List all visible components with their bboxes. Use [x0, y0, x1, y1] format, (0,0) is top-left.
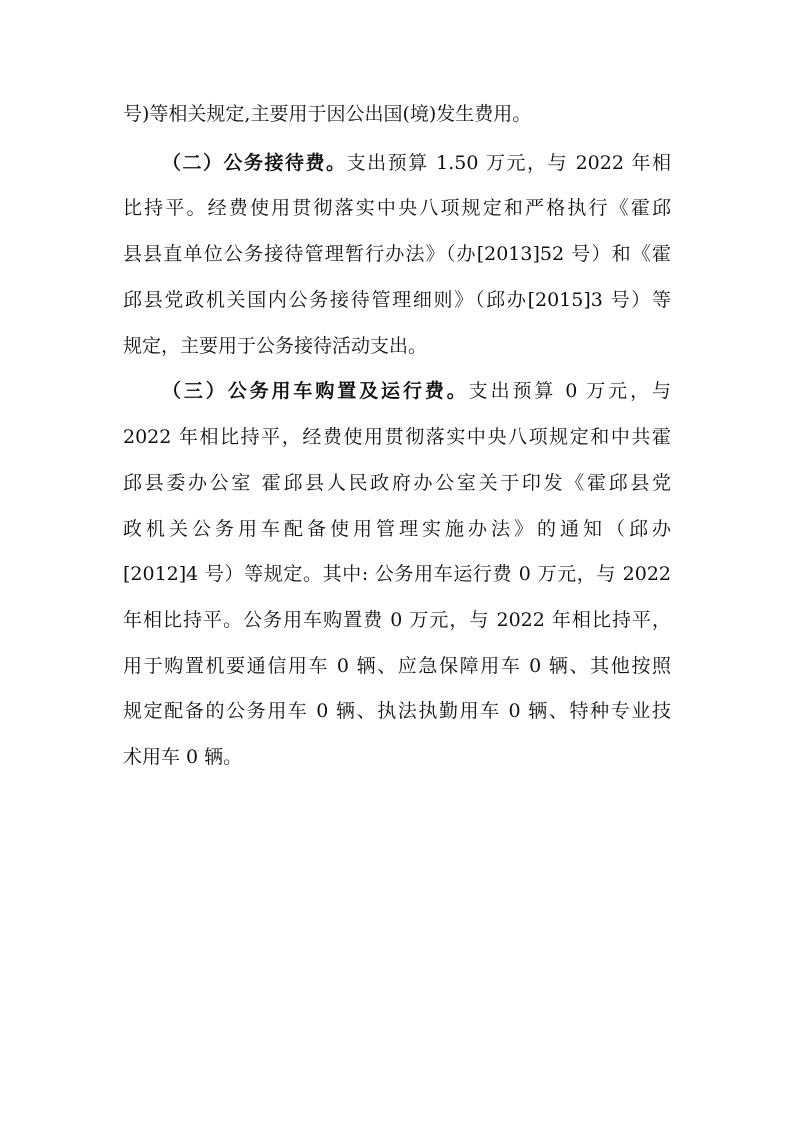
paragraph-2-text: 支出预算 1.50 万元，与 2022 年相	[346, 152, 671, 174]
paragraph-3-line-5: [2012]4 号）等规定。其中: 公务用车运行费 0 万元，与 2022	[123, 563, 671, 585]
paragraph-3-line-1	[162, 371, 671, 411]
paragraph-3-text: 支出预算 0 万元，与	[468, 380, 671, 402]
paragraph-2-line-4: 邱县党政机关国内公务接待管理细则》（邱办[2015]3 号）等	[123, 289, 671, 311]
section-heading-reception: （二）公务接待费。	[162, 152, 347, 174]
paragraph-2-line-1	[162, 143, 671, 183]
paragraph-3-line-7: 用于购置机要通信用车 0 辆、应急保障用车 0 辆、其他按照	[123, 655, 671, 677]
paragraph-2-line-2: 比持平。经费使用贯彻落实中央八项规定和严格执行《霍邱	[123, 197, 671, 219]
paragraph-2-line-5: 规定，主要用于公务接待活动支出。	[123, 335, 428, 357]
paragraph-3-line-6: 年相比持平。公务用车购置费 0 万元，与 2022 年相比持平，	[123, 609, 671, 631]
paragraph-3-line-2: 2022 年相比持平，经费使用贯彻落实中央八项规定和中共霍	[123, 426, 671, 448]
paragraph-3-line-8: 规定配备的公务用车 0 辆、执法执勤用车 0 辆、特种专业技	[123, 700, 671, 722]
paragraph-1-line-1: 号)等相关规定,主要用于因公出国(境)发生费用。	[123, 103, 532, 125]
paragraph-2-line-3: 县县直单位公务接待管理暂行办法》（办[2013]52 号）和《霍	[123, 243, 671, 265]
section-heading-vehicles: （三）公务用车购置及运行费。	[162, 380, 469, 402]
paragraph-3-line-9: 术用车 0 辆。	[123, 746, 243, 768]
paragraph-3-line-4: 政机关公务用车配备使用管理实施办法》的通知（邱办	[123, 518, 671, 540]
paragraph-3-line-3: 邱县委办公室 霍邱县人民政府办公室关于印发《霍邱县党	[123, 472, 671, 494]
